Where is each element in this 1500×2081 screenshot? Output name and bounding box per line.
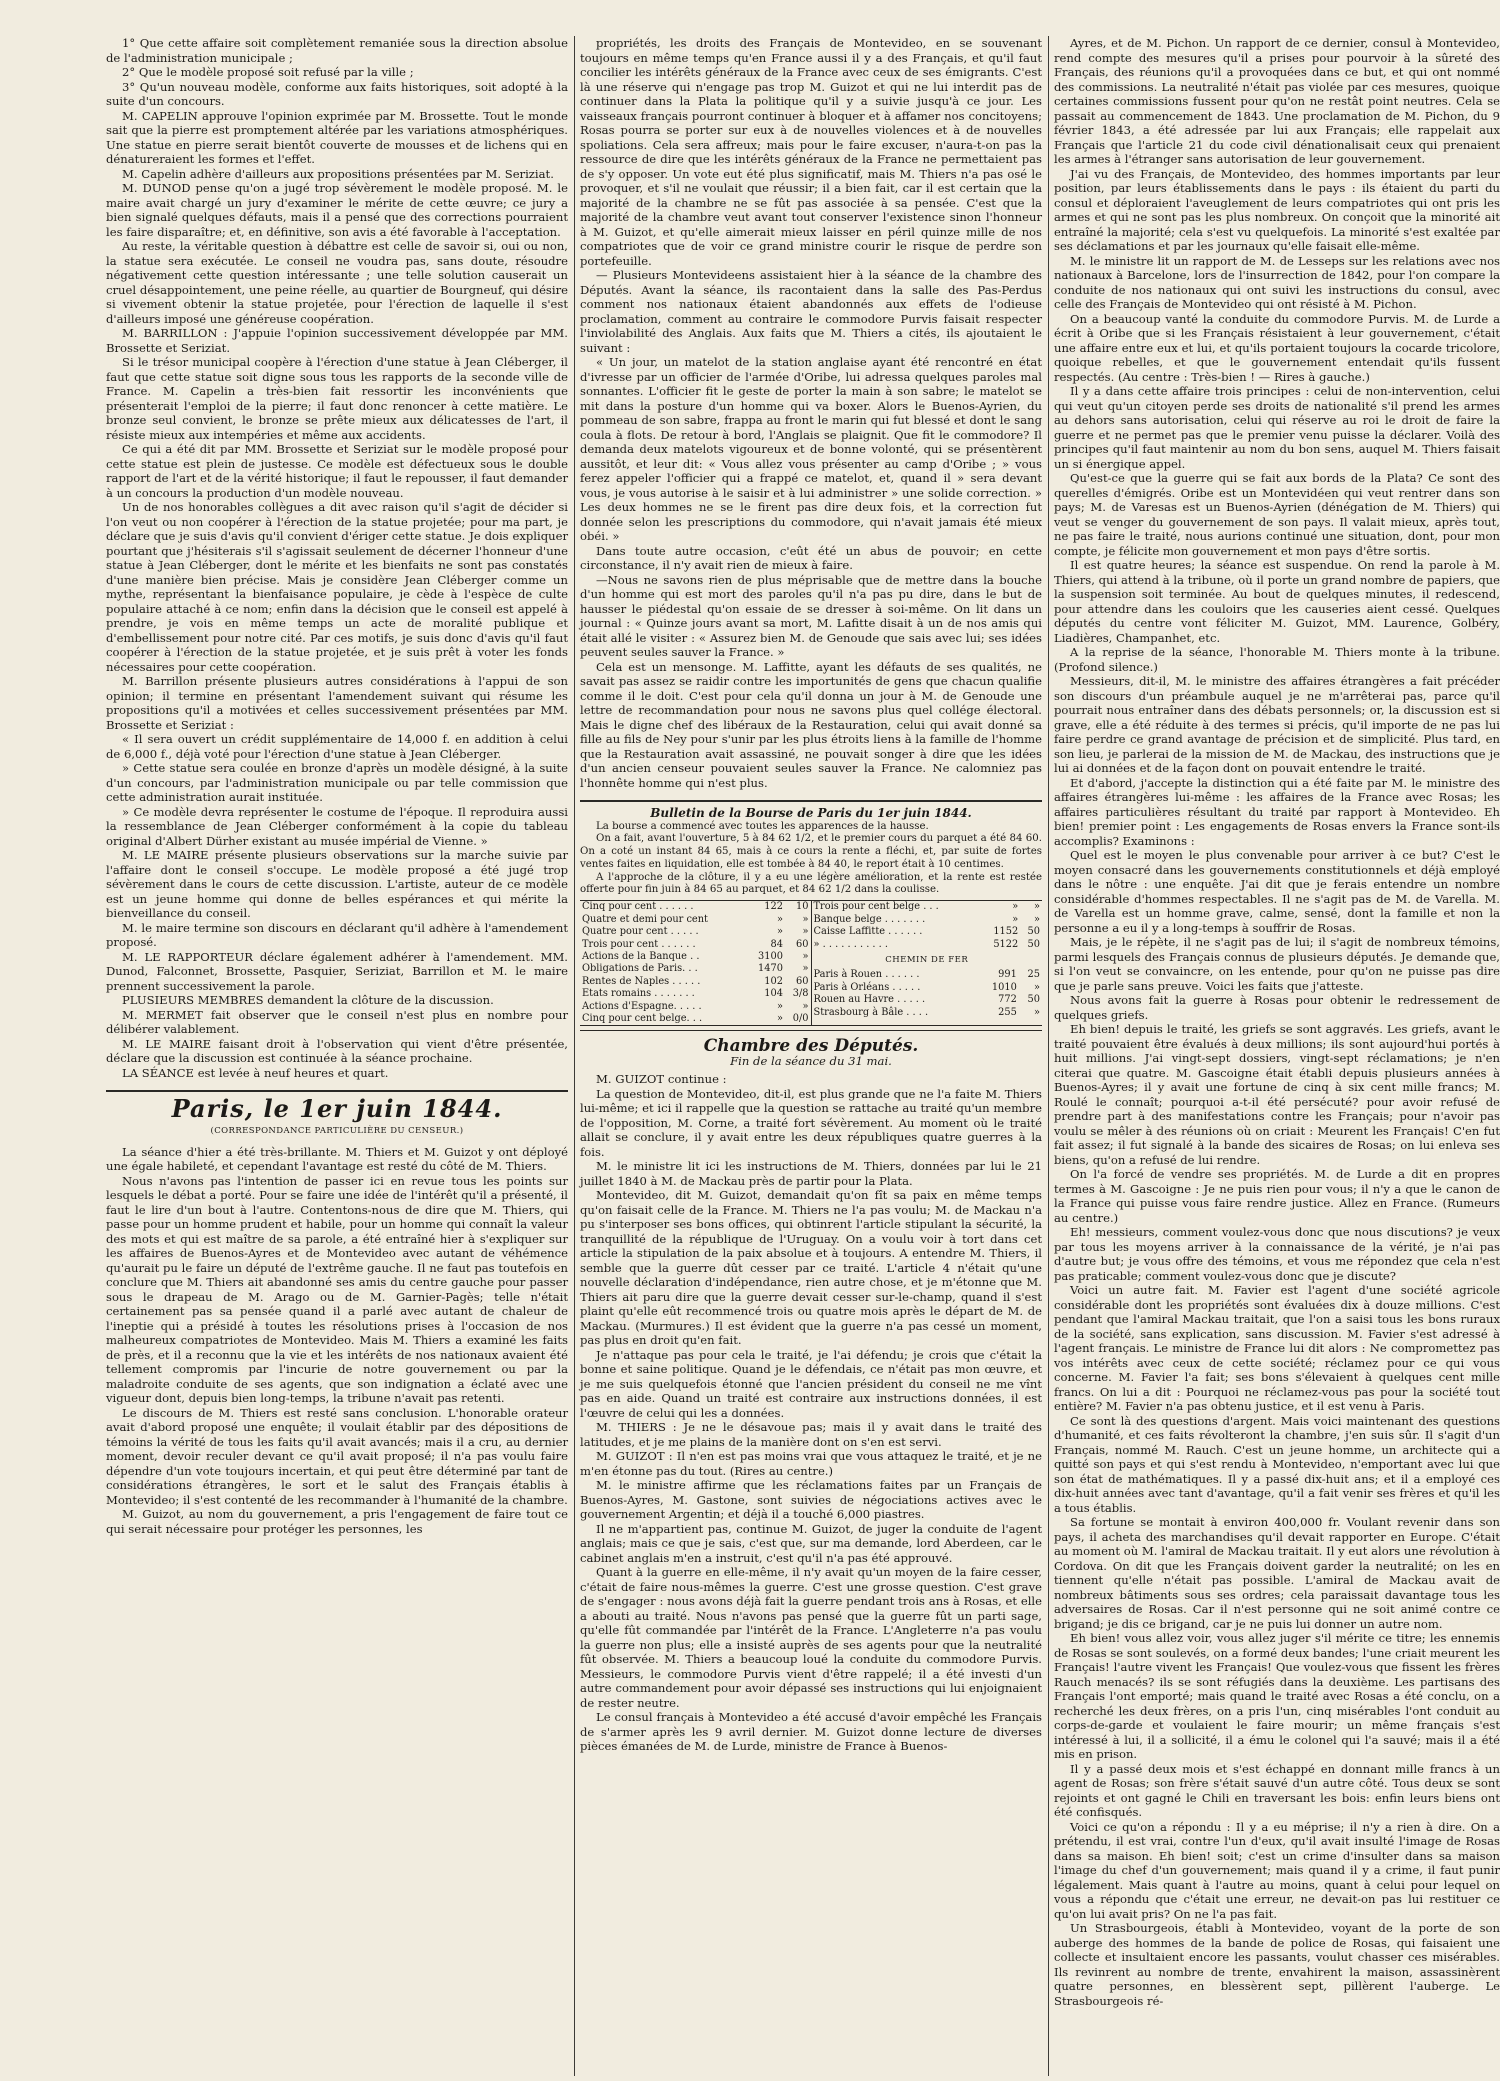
table-cell: 255 (998, 1006, 1017, 1018)
paragraph: Eh bien! vous allez voir, vous allez juger s'il mérite ce titre; les ennemis de Rosas se sont soulevés, on a formé deux bandes; l'une criait meurent les Français! l'autre vivent les Français! Que voulez-vous que fissent les frères Rauch menacés? ils se sont réfugiés dans la deuxième. Les partisans des Français l'ont emporté; mais quand le traité avec Rosas a été conclu, on a recherché les deux frères, on a pris l'un, cinq misérables l'ont conduit au corps-de-garde et voulaient le faire mourir; un même français s'est intéressé à lui, il a sollicité, il a ému le colonel qui l'a sauvé; mais il a été mis en prison. (1054, 1631, 1500, 1761)
table-cell: » (776, 926, 783, 938)
table-row (812, 914, 1043, 926)
paragraph: Dans toute autre occasion, c'eût été un abus de pouvoir; en cette circonstance, il n'y avait rien de mieux à faire. (580, 543, 1042, 572)
table-row (812, 1007, 1043, 1019)
table-row (580, 901, 811, 913)
paragraph: M. Capelin adhère d'ailleurs aux propositions présentées par M. Seriziat. (122, 166, 554, 181)
table-cell: » (776, 1000, 783, 1012)
table-cell: Caisse Laffitte . . . . . . (813, 926, 923, 938)
paragraph: M. GUIZOT continue : (596, 1072, 727, 1087)
paragraph: M. le ministre lit un rapport de M. de Lesseps sur les relations avec nos nationaux à Barcelone, lors de l'insurrection de 1842, pour l'on compare la conduite de nos nationaux qui ont suivi les instructions du consul, avec celle des Français de Montevideo qui ont résisté à M. Pichon. (1054, 253, 1500, 311)
table-row (580, 951, 811, 963)
paragraph: Et d'abord, j'accepte la distinction qui a été faite par M. le ministre des affaires étrangères lui-même : les affaires de la France avec Rosas; les affaires particulières résultant du traité par rapport à Montevideo. Eh bien! premier point : Les engagements de Rosas envers la France sont-ils accomplis? Examinons : (1054, 775, 1500, 848)
table-row (580, 963, 811, 975)
paragraph: Le consul français à Montevideo a été accusé d'avoir empêché les Français de s'armer après les 9 avril dernier. M. Guizot donne lecture de diverses pièces émanées de M. de Lurde, ministre de France à Buenos- (580, 1710, 1042, 1754)
paragraph: Il y a passé deux mois et s'est échappé en donnant mille francs à un agent de Rosas; son frère s'était sauvé d'un autre côté. Tous deux se sont rejoints et ont gagné le Chili en traversant les bois: enfin leurs biens ont été confisqués. (1054, 1761, 1500, 1819)
paragraph: M. BARRILLON : J'appuie l'opinion successivement développée par MM. Brossette et Seriziat. (106, 326, 568, 355)
table-cell: » (802, 926, 809, 938)
column-2 (580, 36, 1042, 1754)
table-cell: Quatre pour cent . . . . . (582, 926, 699, 938)
section-divider (580, 1030, 1042, 1031)
paragraph: Eh! messieurs, comment voulez-vous donc que nous discutions? je veux par tous les moyens arriver à la connaissance de la vérité, je n'ai pas d'autre but; je vous offre des témoins, et vous me répondez que cela n'est pas praticable; comment voulez-vous donc que je discute? (1054, 1225, 1500, 1283)
column-rule (574, 36, 575, 2076)
paragraph: On a fait, avant l'ouverture, 5 à 84 62 1/2, et le premier cours du parquet a été 84 60. On a coté un instant 84 65, mais à ce cours la rente a fléchi, et, par suite de fortes ventes faites en liquidation, elle est tombée à 84 40, le report était à 10 centimes. (580, 833, 1042, 870)
table-row (580, 939, 811, 951)
bourse-right-top (812, 901, 1043, 951)
paragraph: M. Guizot, au nom du gouvernement, a pris l'engagement de faire tout ce qui serait nécessaire pour protéger les personnes, les (106, 1507, 568, 1536)
paragraph: Nous n'avons pas l'intention de passer ici en revue tous les points sur lesquels le débat a porté. Pour se faire une idée de l'intérêt qu'il a présenté, il faut le lire d'un bout à l'autre. Contentons-nous de dire que M. Thiers, qui passe pour un homme prudent et habile, pour un homme qui connaît la valeur des mots et qui est maître de sa parole, a été entraîné hier à s'expliquer sur les affaires de Buenos-Ayres et de Montevideo avec autant de véhémence qu'aurait pu le faire un député de l'extrême gauche. Il ne faut pas toutefois en conclure que M. Thiers ait abandonné ses amis du centre gauche pour passer sous le drapeau de M. Arago ou de M. Garnier-Pagès; telle n'était certainement pas sa pensée quand il a parlé avec autant de chaleur de l'ineptie qui a présidé à toutes les résolutions prises à l'occasion de nos malheureux compatriotes de Montevideo. Mais M. Thiers a examiné les faits de près, et il a reconnu que la vie et les intérêts de nos nationaux avaient été tellement compromis par l'incurie de notre gouvernement ou par la maladroite conduite de ses agents, que son indignation a éclaté avec une vigueur dont, depuis bien long-temps, la tribune n'avait pas retenti. (106, 1173, 568, 1405)
table-cell: Rouen au Havre . . . . . (813, 994, 926, 1006)
table-cell: 50 (1027, 926, 1040, 938)
paragraph: M. le maire termine son discours en déclarant qu'il adhère à l'amendement proposé. (106, 920, 568, 949)
table-cell: » (802, 950, 809, 962)
table-cell: 3100 (758, 950, 783, 962)
table-cell: » (1034, 913, 1040, 925)
table-row (580, 926, 811, 938)
table-cell: Rentes de Naples . . . . . (582, 975, 701, 987)
paragraph: 2° Que le modèle proposé soit refusé par la ville ; (122, 65, 414, 79)
paragraph: M. le ministre affirme que les réclamations faites par un Français de Buenos-Ayres, M. Gastone, sont suivies de négociations actives avec le gouvernement Argentin; et déjà il a touché 6,000 piastres. (580, 1478, 1042, 1522)
table-cell: 1010 (991, 981, 1017, 993)
paragraph: Quel est le moyen le plus convenable pour arriver à ce but? C'est le moyen consacré dans les gouvernements constitutionnels et déjà employé dans le nôtre : une enquête. J'ai dit que je ferais entendre un nombre considérable d'hommes respectables. Il ne s'agit pas de M. de Varella. M. de Varella est un homme grave, calme, sensé, dont la famille et non la personne a eu il y a long-temps à souffrir de Rosas. (1054, 848, 1500, 935)
column-3 (1054, 36, 1500, 2008)
paragraph: 1° Que cette affaire soit complètement remaniée sous la direction absolue de l'administration municipale ; (106, 36, 568, 65)
table-cell: Cinq pour cent . . . . . . (582, 901, 694, 913)
table-cell: 10 (796, 901, 809, 913)
paragraph: « Un jour, un matelot de la station anglaise ayant été rencontré en état d'ivresse par un officier de l'armée d'Oribe, lui adressa quelques paroles mal sonnantes. L'officier fit le geste de porter la main à son sabre; le matelot se mit dans la posture d'un homme qui va boxer. Alors le Buenos-Ayrien, du pommeau de son sabre, frappa au front le marin qui fut blessé et dont le sang coula à flots. De retour à bord, l'Anglais se plaignit. Que fit le commodore? Il demanda deux matelots vigoureux et de bonne volonté, qui se présentèrent aussitôt, et leur dit: « Vous allez vous présenter au camp d'Oribe ; » vous ferez appeler l'officier qui a frappé ce matelot, et, quand il » sera devant vous, je vous autorise à le saisir et à lui administrer » une solide correction. » Les deux hommes ne se le firent pas dire deux fois, et la correction fut donnée selon les prescriptions du commodore, qui n'avait jamais été mieux obéi. » (580, 355, 1042, 543)
table-cell: » (1034, 981, 1040, 993)
paragraph: Il ne m'appartient pas, continue M. Guizot, de juger la conduite de l'agent anglais; mais ce que je sais, c'est que, sur ma demande, lord Aberdeen, car le cabinet anglais m'en a instruit, c'est qu'il n'a pas été approuvé. (580, 1521, 1042, 1565)
bourse-left (580, 901, 811, 1025)
paragraph: Mais, je le répète, il ne s'agit pas de lui; il s'agit de nombreux témoins, parmi lesquels des Français connus de plusieurs députés. Je demande que, si l'on veut se convaincre, on les entende, pour qu'on ne puisse pas dire que je parle sans preuve. Voici les faits que j'atteste. (1054, 935, 1500, 993)
table-row (812, 982, 1043, 994)
paragraph: Un Strasbourgeois, établi à Montevideo, voyant de la porte de son auberge des hommes de la bande de police de Rosas, qui faisaient une collecte et insultaient encore les passants, voulut chasser ces misérables. Ils revinrent au nombre de trente, envahirent la maison, assassinèrent quatre personnes, en blessèrent sept, pillèrent l'auberge. Le Strasbourgeois ré- (1054, 1921, 1500, 2008)
bourse-right-bottom (812, 969, 1043, 1019)
table-cell: » . . . . . . . . . . . (813, 938, 889, 950)
column-rule (1048, 36, 1049, 2076)
table-cell: 991 (998, 969, 1017, 981)
table-cell: Paris à Rouen . . . . . . (813, 969, 920, 981)
paragraph: M. GUIZOT : Il n'en est pas moins vrai que vous attaquez le traité, et je ne m'en étonne pas du tout. (Rires au centre.) (580, 1449, 1042, 1478)
paragraph: Si le trésor municipal coopère à l'érection d'une statue à Jean Cléberger, il faut que cette statue soit digne sous tous les rapports de la seconde ville de France. M. Capelin a très-bien fait ressortir les inconvénients que présenterait l'emploi de la pierre; il faut donc renoncer à cette matière. Le bronze seul convient, le bronze se prête mieux aux délicatesses de l'art, il résiste mieux aux intempéries et même aux accidents. (106, 355, 568, 442)
chemins-label: CHEMIN DE FER (885, 954, 969, 965)
paris-article (106, 1145, 568, 1537)
paragraph: » Cette statue sera coulée en bronze d'après un modèle désigné, à la suite d'un concours, par l'administration municipale ou par telle commission que cette administration aurait instituée. (106, 761, 568, 804)
paragraph: 3° Qu'un nouveau modèle, conforme aux faits historiques, soit adopté à la suite d'un concours. (106, 79, 568, 108)
paragraph: Ce sont là des questions d'argent. Mais voici maintenant des questions d'humanité, et ces faits révolteront la chambre, j'en suis sûr. Il s'agit d'un Français, nommé M. Rauch. C'est un jeune homme, un architecte qui a quitté son pays et qui s'est rendu à Montevideo, n'emportant avec lui que son état de mathématiques. Il y a passé dix-huit ans; et il a employé ces dix-huit années avec tant d'avantage, qu'il a fait venir ses frères et qu'il les a tous établis. (1054, 1413, 1500, 1515)
table-cell: Trois pour cent . . . . . . (582, 938, 696, 950)
table-cell: Etats romains . . . . . . . (582, 988, 695, 1000)
table-cell: 1152 (993, 926, 1019, 938)
table-cell: 50 (1027, 938, 1040, 950)
table-cell: 3/8 (792, 988, 809, 1000)
table-cell: Paris à Orléans . . . . . (813, 981, 921, 993)
paragraph: M. MERMET fait observer que le conseil n'est plus en nombre pour délibérer valablement. (106, 1007, 568, 1036)
table-row (580, 976, 811, 988)
table-cell: Trois pour cent belge . . . (813, 901, 939, 913)
table-cell: 1470 (758, 963, 783, 975)
table-cell: Actions de la Banque . . (582, 950, 700, 962)
paragraph: M. Barrillon présente plusieurs autres considérations à l'appui de son opinion; il termine en présentant l'amendement suivant qui résume les propositions qu'il a motivées et celles successivement présentées par MM. Brossette et Seriziat : (106, 674, 568, 732)
paragraph: Voici ce qu'on a répondu : Il y a eu méprise; il n'y a rien à dire. On a prétendu, il est vrai, contre l'un d'eux, qu'il avait insulté l'image de Rosas dans sa maison. Eh bien! soit; c'est un crime d'insulter dans sa maison l'image du chef d'un gouvernement; mais quand il y a crime, il faut punir légalement. Mais quant à l'autre au moins, quant à celui pour lequel on vous a répondu que c'était une erreur, ne devait-on pas lui restituer ce qu'on lui avait pris? On ne l'a pas fait. (1054, 1819, 1500, 1921)
montevideo-article (580, 36, 1042, 790)
chambre-report (580, 1072, 1042, 1754)
section-divider (106, 1090, 568, 1092)
paragraph: M. THIERS : Je ne le désavoue pas; mais il y avait dans le traité des latitudes, et je me plains de la manière dont on s'en est servi. (580, 1420, 1042, 1449)
paragraph: Quant à la guerre en elle-même, il n'y avait qu'un moyen de la faire cesser, c'était de faire nous-mêmes la guerre. C'est une grosse question. C'est grave de s'engager : nous avons déjà fait la guerre pendant trois ans à Rosas, et elle a abouti au traité. Nous n'avons pas pensé que la guerre fût un parti sage, qu'elle fût commandée par l'intérêt de la France. L'Angleterre n'a pas voulu la guerre non plus; elle a insisté auprès de ses agents pour que la neutralité fût observée. M. Thiers a beaucoup loué la conduite du commodore Purvis. Messieurs, le commodore Purvis vient d'être rappelé; il a été investi d'un autre commandement pour avoir dépassé ses instructions qui lui enjoignaient de rester neutre. (580, 1565, 1042, 1710)
table-cell: Quatre et demi pour cent (582, 913, 708, 925)
paragraph: Nous avons fait la guerre à Rosas pour obtenir le redressement de quelques griefs. (1054, 993, 1500, 1022)
table-cell: Obligations de Paris. . . (582, 963, 698, 975)
paragraph: LA SÉANCE est levée à neuf heures et quart. (122, 1065, 389, 1080)
paragraph: M. LE MAIRE présente plusieurs observations sur la marche suivie par l'affaire dont le conseil s'occupe. Le modèle proposé a été jugé trop sévèrement dans le cours de cette discussion. L'artiste, auteur de ce modèle est un jeune homme qui donne de belles espérances et qui mérite la bienveillance du conseil. (106, 848, 568, 920)
paragraph: J'ai vu des Français, de Montevideo, des hommes importants par leur position, par leurs établissements dans le pays : ils étaient du parti du consul et déploraient l'aveuglement de leurs compatriotes qui ont pris les armes et qui ne sont pas les plus nombreux. On conçoit que la minorité ait entraîné la majorité; cela s'est vu quelquefois. La minorité s'est exaltée par ses déclamations et par les journaux qu'elle faisait elle-même. (1054, 166, 1500, 253)
paragraph: propriétés, les droits des Français de Montevideo, en se souvenant toujours en même temps qu'en France aussi il y a des Français, et qu'il faut concilier les intérêts généraux de la France avec ceux de ses émigrants. C'est là une réserve qui n'engage pas trop M. Guizot et qui ne lui interdit pas de continuer dans la Plata la politique qu'il y a suivie jusqu'à ce jour. Les vaisseaux français pourront continuer à bloquer et à affamer nos concitoyens; Rosas pourra se porter sur eux à de nouvelles violences et à de nouvelles spoliations. Cela sera affreux; mais pour le faire excuser, n'aura-t-on pas la ressource de dire que les intérêts généraux de la France ne permettaient pas de s'y opposer. Un vote eut été plus significatif, mais M. Thiers n'a pas osé le provoquer, et s'il ne voulait que réussir; il a bien fait, car il est certain que la majorité de la chambre ne se fût pas associée à sa pensée. C'est que la majorité de la chambre veut avant tout conserver l'existence sinon l'honneur à M. Guizot, et qu'elle aimerait mieux laisser en péril quinze mille de nos compatriotes que de voir ce grand ministre courir le risque de perdre son portefeuille. (580, 36, 1042, 268)
table-cell: 60 (796, 938, 809, 950)
paragraph: Ce qui a été dit par MM. Brossette et Seriziat sur le modèle proposé pour cette statue est plein de justesse. Ce modèle est défectueux sous le double rapport de l'art et de la vérité historique; il faut le repousser, il faut demander à un concours la production d'un modèle nouveau. (106, 442, 568, 500)
table-cell: Cinq pour cent belge. . . (582, 1012, 703, 1024)
table-cell: 122 (764, 901, 783, 913)
paragraph: Il y a dans cette affaire trois principes : celui de non-intervention, celui qui veut qu'un citoyen perde ses droits de nationalité s'il prend les armes au dehors sans autorisation, celui qui réserve au roi le droit de faire la guerre et ne permet pas que le premier venu puisse la déclarer. Voilà des principes qu'il faut maintenir au nom du bon sens, auquel M. Thiers faisait un si énergique appel. (1054, 384, 1500, 471)
paragraph: » Ce modèle devra représenter le costume de l'époque. Il reproduira aussi la ressemblance de Jean Cléberger conformément à la copie du tableau original d'Albert Dürher existant au musée impérial de Vienne. » (106, 804, 568, 848)
table-row (812, 994, 1043, 1006)
paragraph: Au reste, la véritable question à débattre est celle de savoir si, oui ou non, la statue sera exécutée. Le conseil ne voudra pas, sans doute, résoudre négativement cette question intéressante ; une telle solution causerait un cruel désappointement, une peine réelle, au quartier de Bourgneuf, qui désire si vivement obtenir la statue projetée, pour l'érection de laquelle il s'est d'ailleurs imposé une généreuse coopération. (106, 239, 568, 326)
paragraph: « Il sera ouvert un crédit supplémentaire de 14,000 f. en addition à celui de 6,000 f., déjà voté pour l'érection d'une statue à Jean Cléberger. (106, 732, 568, 761)
table-cell: 60 (796, 975, 809, 987)
paragraph: A la reprise de la séance, l'honorable M. Thiers monte à la tribune. (Profond silence.) (1054, 645, 1500, 674)
table-cell: 5122 (993, 938, 1019, 950)
table-row (812, 969, 1043, 981)
table-row (580, 988, 811, 1000)
table-cell: Strasbourg à Bâle . . . . (813, 1006, 929, 1018)
paragraph: M. le ministre lit ici les instructions de M. Thiers, données par lui le 21 juillet 1840 à M. de Mackau près de partir pour la Plata. (580, 1159, 1042, 1188)
paragraph: La bourse a commencé avec toutes les apparences de la hausse. (596, 820, 929, 832)
table-cell: » (802, 1000, 809, 1012)
paragraph: Montevideo, dit M. Guizot, demandait qu'on fît sa paix en même temps qu'on faisait celle de la France. M. Thiers ne l'a pas voulu; M. de Mackau n'a pu s'interposer ses bons offices, qui obtinrent l'article stipulant la sécurité, la tranquillité de la république de l'Uruguay. On a voulu voir à tort dans cet article la stipulation de la paix absolue et à toujours. A entendre M. Thiers, il semble que la guerre dût cesser par ce traité. L'article 4 n'était qu'une nouvelle déclaration d'indépendance, rien autre chose, et je m'étonne que M. Thiers ait paru dire que la guerre devait cesser sur-le-champ, quand il s'est plaint qu'elle eût recommencé trois ou quatre mois après le départ de M. de Mackau. (Murmures.) Il est évident que la guerre n'a pas cessé un moment, pas plus en droit qu'en fait. (580, 1188, 1042, 1348)
table-cell: » (1034, 1006, 1040, 1018)
paragraph: —Nous ne savons rien de plus méprisable que de mettre dans la bouche d'un homme qui est mort des paroles qu'il n'a pas pu dire, dans le but de hausser le piédestal qu'on essaie de se dresser à soi-même. On lit dans un journal : « Quinze jours avant sa mort, M. Lafitte disait à un de nos amis qui était allé le visiter : « Assurez bien M. de Genoude que sais avec lui; ses idées peuvent seules sauver la France. » (580, 572, 1042, 659)
table-row (812, 926, 1043, 938)
paragraph: Il est quatre heures; la séance est suspendue. On rend la parole à M. Thiers, qui attend à la tribune, où il porte un grand nombre de papiers, que la suspension soit terminée. Au bout de quelques minutes, il redescend, pour attendre dans les couloirs que les causeries aient cessé. Quelques députés du centre vont féliciter M. Guizot, MM. Laurence, Golbéry, Liadières, Champanhet, etc. (1054, 558, 1500, 645)
table-cell: » (1012, 913, 1019, 925)
paragraph: Eh bien! depuis le traité, les griefs se sont aggravés. Les griefs, avant le traité pouvaient être évalués à deux millions; ils sont aujourd'hui portés à huit millions. J'ai vingt-sept dossiers, vingt-sept réclamations; je n'en citerai que quatre. M. Gascoigne était établi depuis plusieurs années à Buenos-Ayres; il y avait une fortune de cinq à six cent mille francs; M. Roulé le connaît; pourquoi a-t-il été persécuté? pour avoir refusé de prendre part à des manifestations contre les Français; pour n'avoir pas voulu se mêler à des réunions où on criait : Meurent les Français! C'en fut fait assez; il fut signalé à la bande des sicaires de Rosas; on lui enleva ses biens, qu'on a refusé de lui rendre. (1054, 1022, 1500, 1167)
paragraph: Qu'est-ce que la guerre qui se fait aux bords de la Plata? Ce sont des querelles d'émigrés. Oribe est un Montevidéen qui veut rentrer dans son pays; M. de Varesas est un Buenos-Ayrien (dénégation de M. Thiers) qui veut se venger du gouvernement de son pays. Il valait mieux, après tout, ne pas faire le traité, nous aurions continué une situation, dont, pour mon compte, je félicite mon gouvernement et mon pays d'être sortis. (1054, 471, 1500, 558)
paragraph: Je n'attaque pas pour cela le traité, je l'ai défendu; je crois que c'était la bonne et saine politique. Quand je le défendais, ce n'était pas mon œuvre, et je me suis quelquefois étonné que l'ancien président du conseil ne me vînt pas en aide. Quand un traité est contraire aux instructions données, il est l'œuvre de celui qui les a données. (580, 1347, 1042, 1420)
bulletin-title: Bulletin de la Bourse de Paris du 1er juin 1844. (650, 806, 972, 820)
chambre-title: Chambre des Députés. (703, 1036, 919, 1057)
table-cell: » (802, 913, 809, 925)
chambre-subtitle: Fin de la séance du 31 mai. (730, 1053, 892, 1068)
paragraph: Un de nos honorables collègues a dit avec raison qu'il s'agit de décider si l'on veut ou non coopérer à l'érection de la statue projetée; pour ma part, je déclare que je suis d'avis qu'il convient d'ériger cette statue. Je dois expliquer pourtant que j'hésiterais s'il s'agissait seulement de décerner l'honneur d'une statue à Jean Cléberger, dont le mérite et les bienfaits ne sont pas constatés d'une manière bien précise. Mais je considère Jean Cléberger comme un mythe, représentant la bienfaisance populaire, je cède à l'espèce de culte populaire attaché à ce nom; enfin dans la décision que le conseil est appelé à prendre, je vois en même temps un acte de moralité publique et d'embellissement pour notre cité. Par ces motifs, je suis donc d'avis qu'il faut coopérer à l'érection de la statue projetée, et je suis prêt à voter les fonds nécessaires pour cette coopération. (106, 500, 568, 674)
paragraph: Cela est un mensonge. M. Laffitte, ayant les défauts de ses qualités, ne savait pas assez se raidir contre les importunités de gens que chacun qualifie comme il le doit. C'est pour cela qu'il donna un jour à M. de Genoude une lettre de recommandation pour nous ne savons plus quel collége électoral. Mais le digne chef des libéraux de la Restauration, celui qui avait donné sa fille au fils de Ney pour s'unir par les plus étroits liens à la famille de l'homme que la Restauration avait assassiné, ne pouvait songer à dire que les idées d'un ancien censeur pouvaient seules sauver la France. Ne calomniez pas l'honnête homme qui n'est plus. (580, 659, 1042, 790)
table-cell: » (1034, 901, 1040, 913)
paragraph: Messieurs, dit-il, M. le ministre des affaires étrangères a fait précéder son discours d'un préambule auquel je ne m'arrêterai pas, parce qu'il pourrait nous entraîner dans des débats personnels; or, la discussion est si grave, elle a été réduite à des termes si précis, qu'il importe de ne pas lui faire perdre ce grand avantage de précision et de simplicité. Plus tard, en son lieu, je parlerai de la mission de M. de Mackau, des instructions que je lui ai données et de la façon dont on pouvait entendre le traité. (1054, 674, 1500, 775)
paris-headline: Paris, le 1er juin 1844. (171, 1094, 503, 1123)
table-row (812, 939, 1043, 951)
table-cell: 772 (998, 994, 1017, 1006)
paragraph: A l'approche de la clôture, il y a eu une légère amélioration, et la rente est restée offerte pour fin juin à 84 65 au parquet, et 84 62 1/2 dans la coulisse. (580, 871, 1042, 896)
table-cell: 0/0 (792, 1012, 809, 1024)
table-cell: Banque belge . . . . . . . (813, 913, 926, 925)
intro-list (106, 36, 568, 109)
table-cell: 102 (764, 975, 783, 987)
table-cell: » (802, 963, 809, 975)
table-cell: » (776, 1012, 783, 1024)
thiers-speech (1054, 36, 1500, 2008)
table-cell: 25 (1027, 969, 1040, 981)
paragraph: M. LE RAPPORTEUR déclare également adhérer à l'amendement. MM. Dunod, Falconnet, Brossette, Pasquier, Seriziat, Barrillon et M. le maire prennent successivement la parole. (106, 949, 568, 993)
paragraph: On l'a forcé de vendre ses propriétés. M. de Lurde a dit en propres termes à M. Gascoigne : Je ne puis rien pour vous; il n'y a que le canon de la France qui puisse vous faire rendre justice. Allez en France. (Rumeurs au centre.) (1054, 1167, 1500, 1225)
table-cell: » (1012, 901, 1019, 913)
table-cell: 104 (764, 988, 783, 1000)
column-1 (106, 36, 568, 1536)
paragraph: M. DUNOD pense qu'on a jugé trop sévèrement le modèle proposé. M. le maire avait chargé un jury d'examiner le mérite de cette œuvre; ce jury a bien signalé quelques défauts, mais il a pensé que des corrections pourraient les faire disparaître; et, en définitive, son avis a été favorable à l'acceptation. (106, 181, 568, 239)
paragraph: — Plusieurs Montevideens assistaient hier à la séance de la chambre des Députés. Avant la séance, ils racontaient dans la salle des Pas-Perdus comment nos nationaux étaient abandonnés aux effets de l'odieuse proclamation, comment au contraire le commodore Purvis faisait respecter l'inviolabilité des Anglais. Aux faits que M. Thiers a cités, ils ajoutaient le suivant : (580, 268, 1042, 355)
table-cell: 84 (770, 938, 783, 950)
table-cell: 50 (1027, 994, 1040, 1006)
paragraph: Voici un autre fait. M. Favier est l'agent d'une société agricole considérable dont les propriétés sont évaluées dix à douze millions. C'est pendant que l'amiral Mackau traitait, que l'on a saisi tous les bons ruraux de la société, sans explication, sans discussion. M. Favier s'est adressé à l'agent français. Le ministre de France lui dit alors : Ne compromettez pas vos intérêts avec ceux de cette société; réclamez pour ce qui vous concerne. M. Favier l'a fait; ses bons s'élevaient à quelques cent mille francs. On lui a dit : Pourquoi ne réclamez-vous pas pour la société tout entière? M. Favier n'a pas obtenu justice, et il est venu à Paris. (1054, 1283, 1500, 1413)
table-cell: Actions d'Espagne. . . . . (582, 1000, 702, 1012)
paragraph: La séance d'hier a été très-brillante. M. Thiers et M. Guizot y ont déployé une égale habileté, et cependant l'avantage est resté du côté de M. Thiers. (106, 1144, 568, 1173)
table-row (580, 914, 811, 926)
table-row (812, 901, 1043, 913)
correspondance-line: (CORRESPONDANCE PARTICULIÈRE DU CENSEUR.) (210, 1126, 464, 1136)
bulletin-text (580, 821, 1042, 898)
paragraph: Ayres, et de M. Pichon. Un rapport de ce dernier, consul à Montevideo, rend compte des mesures qu'il a prises pour pourvoir à la sûreté des Français, des réunions qu'il a provoquées dans ce but, et qui ont nommé des commissions. La neutralité n'était pas violée par ces mesures, quoique certaines commissions fussent pour qu'on ne restât point neutres. Cela se passait au commencement de 1843. Une proclamation de M. Pichon, du 9 février 1843, a été adressée par lui aux Français; elle rappelait aux Français que l'article 21 du code civil dénationalisait ceux qui prenaient les armes à l'étranger sans autorisation de leur gouvernement. (1054, 36, 1500, 166)
paragraph: M. CAPELIN approuve l'opinion exprimée par M. Brossette. Tout le monde sait que la pierre est promptement altérée par les variations atmosphériques. Une statue en pierre serait bientôt couverte de mousses et de lichens qui en dénatureraient les formes et l'effet. (106, 108, 568, 166)
paragraph: On a beaucoup vanté la conduite du commodore Purvis. M. de Lurde a écrit à Oribe que si les Français résistaient à leur gouvernement, c'était une affaire entre eux et lui, et qu'ils portaient toujours la cocarde tricolore, quoique rebelles, et que le gouvernement entendait qu'ils fussent respectés. (Au centre : Très-bien ! — Rires à gauche.) (1054, 311, 1500, 384)
paragraph: PLUSIEURS MEMBRES demandent la clôture de la discussion. (122, 993, 494, 1007)
table-row (580, 1013, 811, 1025)
paragraph: M. LE MAIRE faisant droit à l'observation qui vient d'être présentée, déclare que la discussion est continuée à la séance prochaine. (106, 1036, 568, 1065)
council-debate (106, 109, 568, 1081)
paragraph: La question de Montevideo, dit-il, est plus grande que ne l'a faite M. Thiers lui-même; et ici il rappelle que la question se rattache au traité qu'un membre de l'opposition, M. Corne, a traité fort sévèrement. Au moment où le traité allait se conclure, il y avait entre les deux républiques quatre guerres à la fois. (580, 1086, 1042, 1159)
section-divider (580, 800, 1042, 802)
table-cell: » (776, 913, 783, 925)
bourse-table (580, 900, 1042, 1026)
paragraph: Le discours de M. Thiers est resté sans conclusion. L'honorable orateur avait d'abord proposé une enquête; il voulait établir par des dépositions de témoins la vérité de tous les faits qu'il avait avancés; mais il a cru, au dernier moment, devoir reculer devant ce qu'il avait proposé; il n'a pas voulu faire dépendre d'un vote toujours incertain, et qui peut être déterminé par tant de considérations étrangères, le sort et le salut des Français établis à Montevideo; il s'est contenté de les recommander à l'humanité de la chambre. (106, 1405, 568, 1507)
paragraph: Sa fortune se montait à environ 400,000 fr. Voulant revenir dans son pays, il acheta des marchandises qu'il devait rapporter en Europe. C'était au moment où M. l'amiral de Mackau traitait. Il y eut alors une révolution à Cordova. On dit que les Français doivent garder la neutralité; on les en tiennent qu'elle n'était pas possible. L'amiral de Mackau avait de nombreux bâtiments sous ses ordres; cela paraissait davantage tous les adversaires de Rosas. Car il n'est personne qui ne soit animé contre ce brigand; je dis ce brigand, car je ne puis lui donner un autre nom. (1054, 1515, 1500, 1631)
table-row (580, 1001, 811, 1013)
